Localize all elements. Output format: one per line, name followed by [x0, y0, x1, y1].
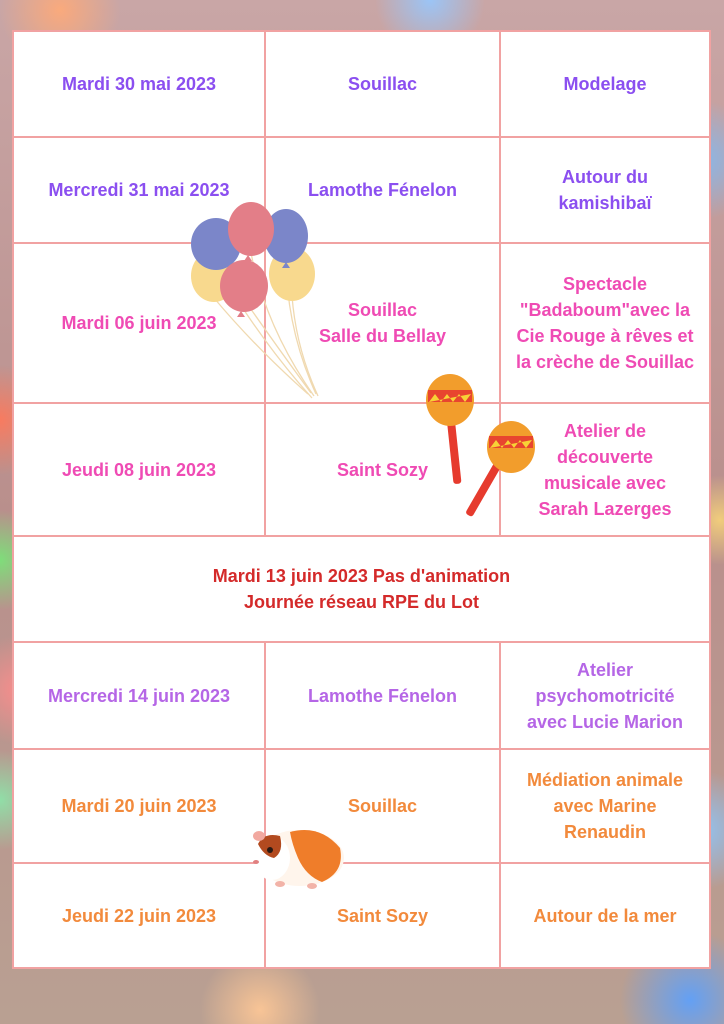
- row-place: Souillac: [266, 750, 501, 864]
- row-place: Saint Sozy: [266, 864, 501, 967]
- row-place: Souillac: [266, 32, 501, 138]
- maracas-icon: [420, 372, 540, 524]
- balloons-icon: [186, 198, 331, 403]
- schedule-table: [12, 30, 711, 969]
- row-activity: Médiation animale avec Marine Renaudin: [501, 750, 709, 864]
- row-date: Mardi 30 mai 2023: [14, 32, 266, 138]
- row-activity: Modelage: [501, 32, 709, 138]
- row-date: Jeudi 22 juin 2023: [14, 864, 266, 967]
- row-date: Jeudi 08 juin 2023: [14, 404, 266, 537]
- row-date: Mardi 06 juin 2023: [14, 244, 266, 404]
- no-activity-notice: Mardi 13 juin 2023 Pas d'animation Journée réseau RPE du Lot: [14, 537, 709, 643]
- row-activity: Autour de la mer: [533, 905, 677, 926]
- row-place: Souillac Salle du Bellay: [266, 244, 501, 404]
- row-activity: Spectacle "Badaboum"avec la Cie Rouge à rêves et la crèche de Souillac: [501, 244, 709, 404]
- row-activity: Atelier psychomotricité avec Lucie Marion: [501, 643, 709, 750]
- row-activity: Autour du kamishibaï: [501, 138, 709, 244]
- row-place: Lamothe Fénelon: [266, 643, 501, 750]
- guinea-pig-icon: [250, 818, 346, 890]
- row-date: Mardi 20 juin 2023: [14, 750, 266, 864]
- row-place: Lamothe Fénelon: [266, 138, 501, 244]
- row-date: Mercredi 14 juin 2023: [14, 643, 266, 750]
- row-place: Saint Sozy: [266, 404, 501, 537]
- row-date: Mercredi 31 mai 2023: [14, 138, 266, 244]
- row-activity: Atelier de découverte musicale avec Sarah Lazerges: [501, 404, 709, 537]
